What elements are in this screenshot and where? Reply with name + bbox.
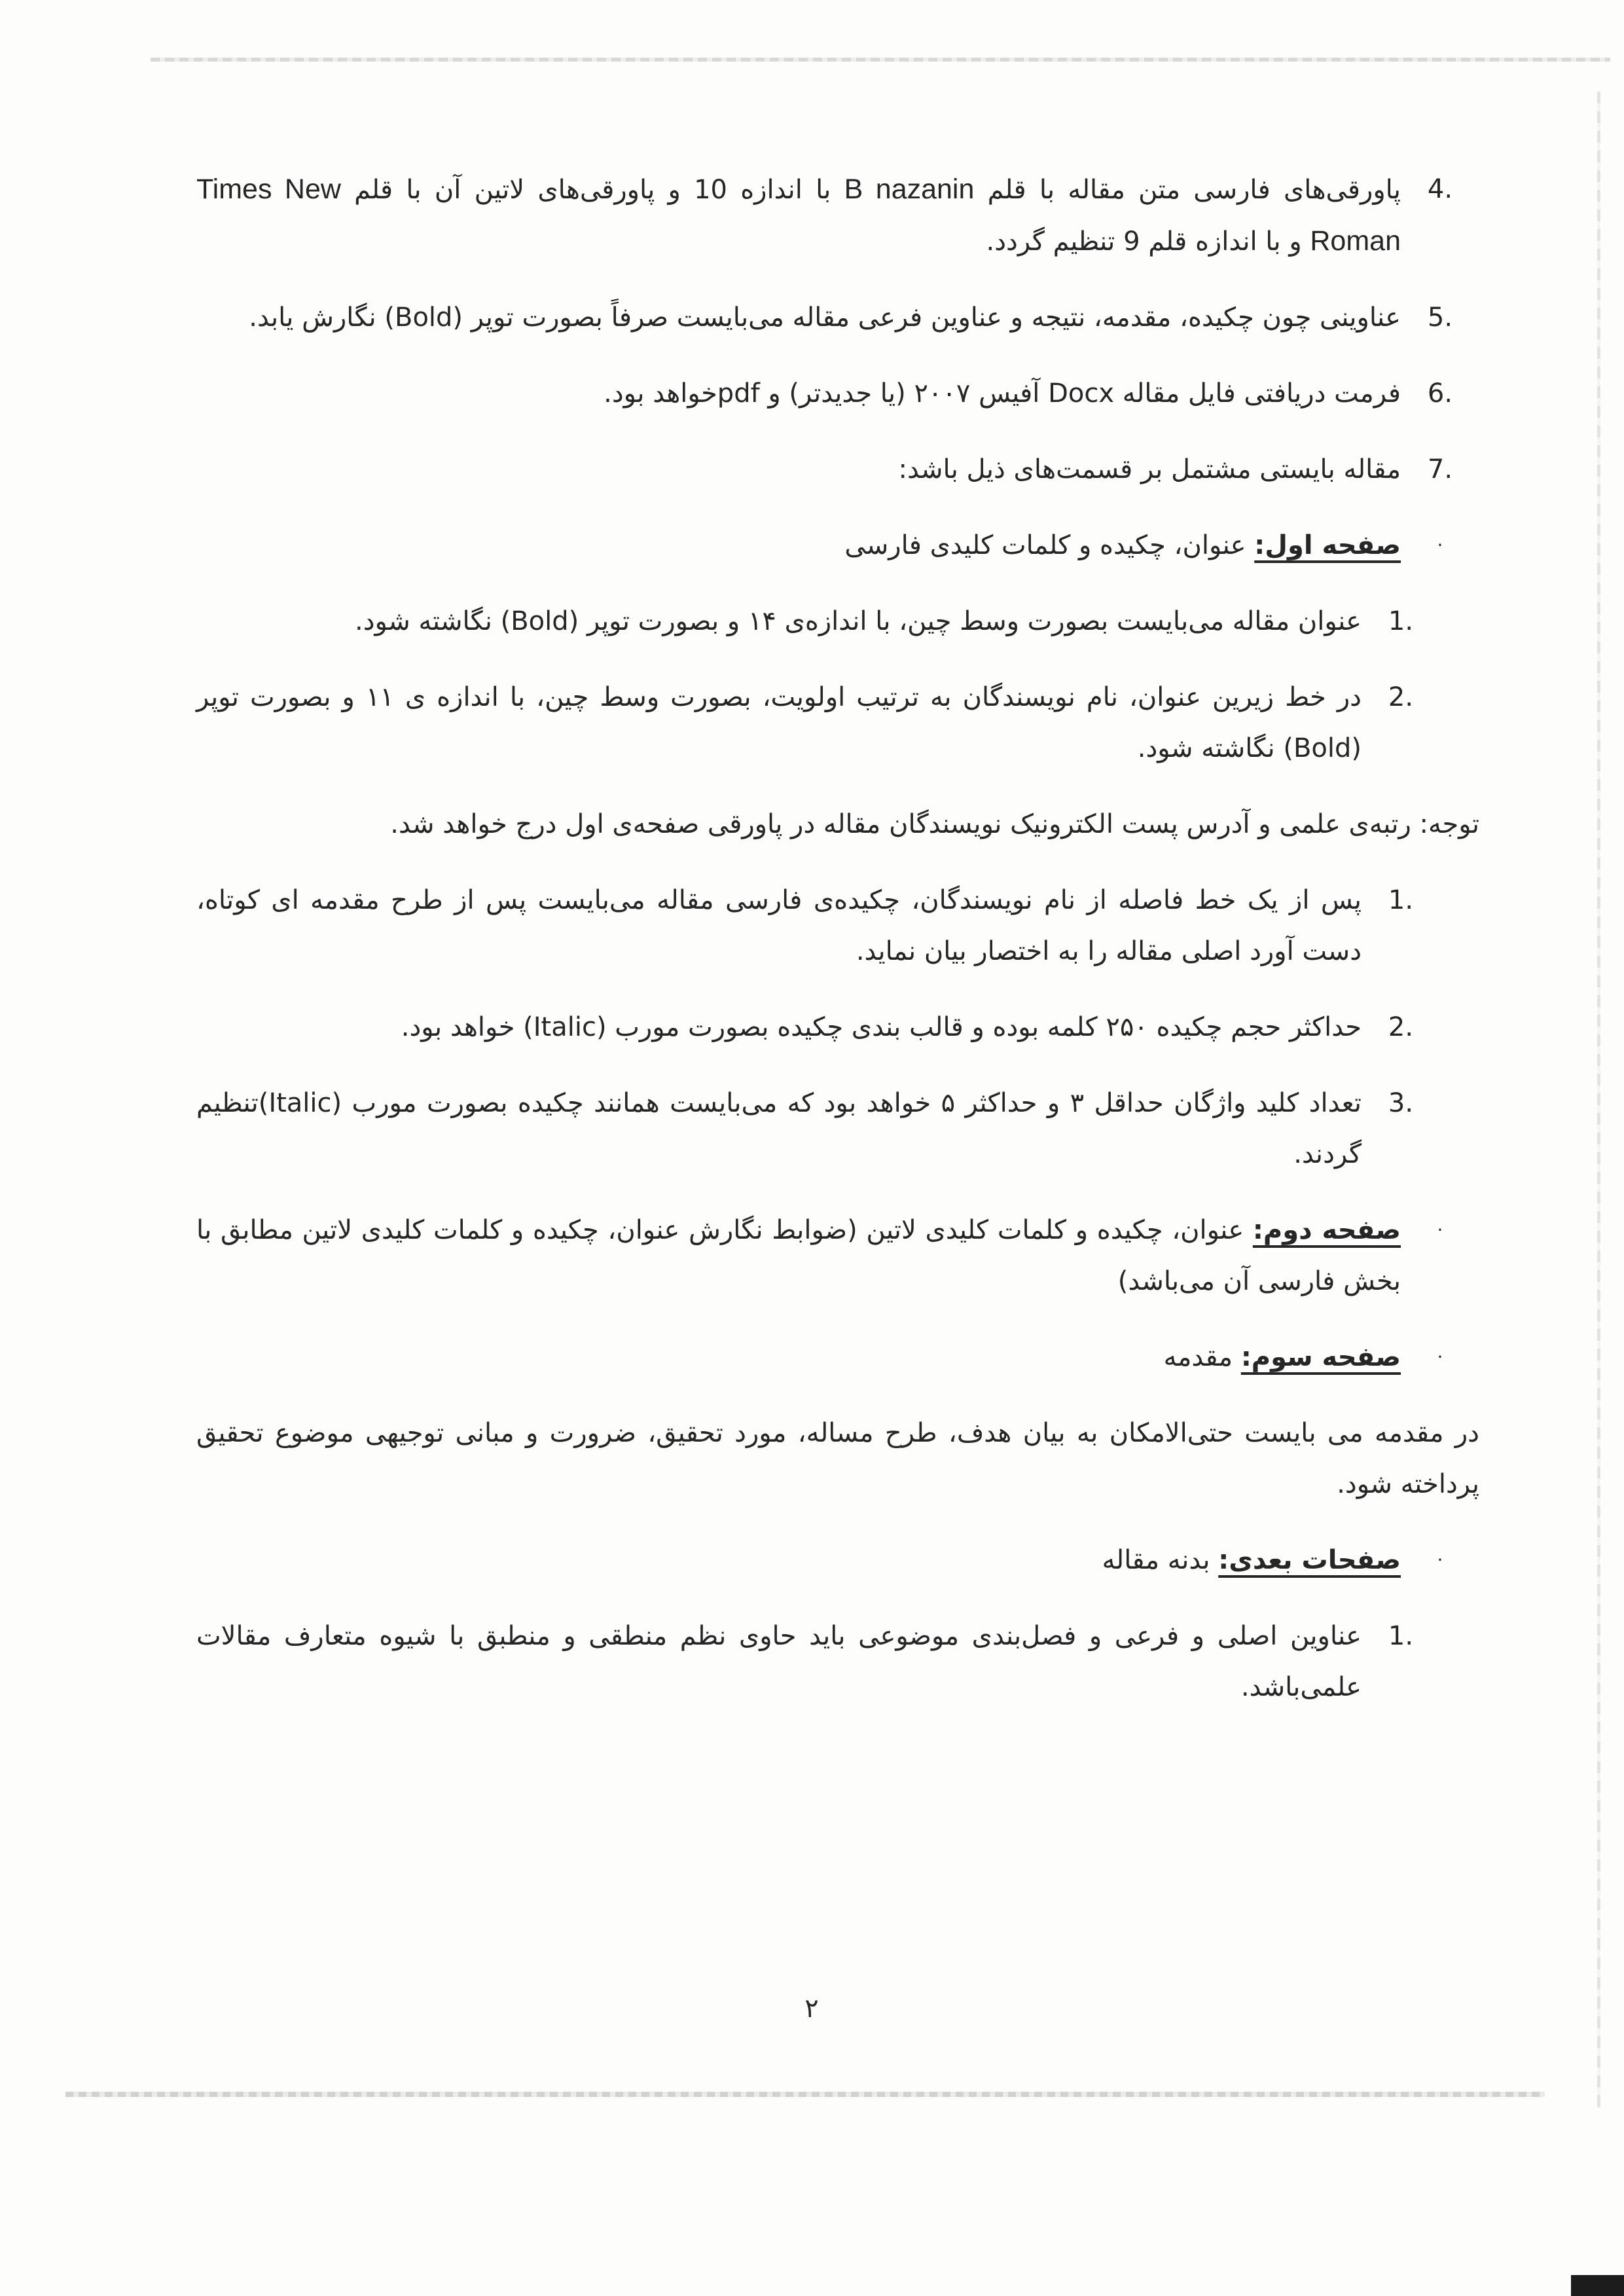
item-number: 2. bbox=[1388, 1012, 1414, 1042]
section-label: صفحه سوم: bbox=[1240, 1342, 1401, 1372]
item-text: عنوان مقاله می‌بایست بصورت وسط چین، با اندازه‌ی ۱۴ و بصورت توپر (Bold) نگاشته شود. bbox=[355, 606, 1362, 636]
note-paragraph: توجه: رتبه‌ی علمی و آدرس پست الکترونیک نویسندگان مقاله در پاورقی صفحه‌ی اول درج خواهد شد. bbox=[390, 809, 1479, 839]
latin-font-name: Times New Roman bbox=[196, 173, 1401, 257]
document-body bbox=[196, 164, 1479, 1738]
section-title: مقدمه bbox=[1163, 1342, 1241, 1372]
item-text: عناوین اصلی و فرعی و فصل‌بندی موضوعی باید حاوی نظم منطقی و منطبق با شیوه متعارف مقالات علمی‌باشد. bbox=[196, 1621, 1362, 1702]
list-item-4 bbox=[196, 164, 1479, 267]
bullet-icon: · bbox=[1437, 534, 1443, 556]
item-number: 4. bbox=[1427, 174, 1453, 204]
section-title: عنوان، چکیده و کلمات کلیدی فارسی bbox=[844, 530, 1255, 560]
item-number: 1. bbox=[1388, 1621, 1414, 1651]
item-text: فرمت دریافتی فایل مقاله Docx آفیس ۲۰۰۷ (یا جدیدتر) و pdfخواهد بود. bbox=[604, 378, 1401, 409]
text-segment: و با اندازه قلم 9 تنظیم گردد. bbox=[986, 227, 1302, 257]
section-heading-page-three bbox=[196, 1332, 1479, 1383]
item-number: 1. bbox=[1388, 606, 1414, 636]
item-number: 3. bbox=[1388, 1088, 1414, 1118]
item-text: حداکثر حجم چکیده ۲۵۰ کلمه بوده و قالب بندی چکیده بصورت مورب (Italic) خواهد بود. bbox=[401, 1012, 1362, 1042]
item-text: مقاله بایستی مشتمل بر قسمت‌های ذیل باشد: bbox=[898, 454, 1401, 484]
list-item-5 bbox=[196, 292, 1479, 343]
bullet-icon: · bbox=[1437, 1346, 1443, 1368]
list-item-6 bbox=[196, 368, 1479, 419]
item-text: تعداد کلید واژگان حداقل ۳ و حداکثر ۵ خواهد بود که می‌بایست همانند چکیده بصورت مورب (Italic)تنظیم گردند. bbox=[196, 1088, 1362, 1169]
bullet-icon: · bbox=[1437, 1219, 1443, 1241]
list-item bbox=[196, 672, 1440, 774]
bullet-icon: · bbox=[1437, 1549, 1443, 1571]
item-text: پس از یک خط فاصله از نام نویسندگان، چکیده‌ی فارسی مقاله می‌بایست پس از طرح مقدمه ای کوتاه، دست آورد اصلی مقاله را به اختصار بیان نماید. bbox=[196, 885, 1362, 966]
list-item bbox=[196, 1002, 1440, 1053]
section-title: عنوان، چکیده و کلمات کلیدی لاتین (ضوابط نگارش عنوان، چکیده و کلمات کلیدی لاتین مطابق با بخش فارسی آن می‌باشد) bbox=[196, 1215, 1401, 1296]
section-label: صفحه دوم: bbox=[1252, 1215, 1401, 1245]
list-item bbox=[196, 596, 1440, 647]
section-label: صفحه اول: bbox=[1254, 530, 1401, 560]
list-item bbox=[196, 1078, 1440, 1180]
scan-edge-right bbox=[1597, 92, 1600, 2108]
list-item-7 bbox=[196, 444, 1479, 495]
page-number: ۲ bbox=[804, 1994, 819, 2024]
text-segment: با اندازه 10 و پاورقی‌های لاتین آن با قلم bbox=[340, 175, 831, 205]
item-text bbox=[196, 164, 1401, 267]
item-number: 6. bbox=[1427, 378, 1453, 409]
section-heading-page-two bbox=[196, 1205, 1479, 1307]
intro-paragraph: در مقدمه می بایست حتی‌الامکان به بیان هدف، طرح مساله، مورد تحقیق، ضرورت و مبانی توجیهی موضوع تحقیق پرداخته شود. bbox=[196, 1418, 1479, 1499]
section-title: بدنه مقاله bbox=[1102, 1545, 1219, 1575]
list-item bbox=[196, 1611, 1440, 1713]
scan-edge-top bbox=[151, 58, 1610, 62]
item-text: عناوینی چون چکیده، مقدمه، نتیجه و عناوین فرعی مقاله می‌بایست صرفاً بصورت توپر (Bold) نگارش یابد. bbox=[249, 302, 1401, 333]
item-text: در خط زیرین عنوان، نام نویسندگان به ترتیب اولویت، بصورت وسط چین، با اندازه ی ۱۱ و بصورت توپر (Bold) نگاشته شود. bbox=[196, 682, 1362, 763]
section-heading-next-pages bbox=[196, 1535, 1479, 1586]
watermark-logo bbox=[1571, 2275, 1624, 2296]
item-number: 5. bbox=[1427, 302, 1453, 333]
section-label: صفحات بعدی: bbox=[1218, 1545, 1401, 1575]
scan-edge-bottom bbox=[65, 2092, 1545, 2097]
latin-font-name: B nazanin bbox=[844, 173, 975, 205]
item-number: 2. bbox=[1388, 682, 1414, 712]
list-item bbox=[196, 875, 1440, 977]
section-heading-page-one bbox=[196, 520, 1479, 571]
item-number: 1. bbox=[1388, 885, 1414, 915]
item-number: 7. bbox=[1427, 454, 1453, 484]
text-segment: پاورقی‌های فارسی متن مقاله با قلم bbox=[974, 175, 1401, 205]
